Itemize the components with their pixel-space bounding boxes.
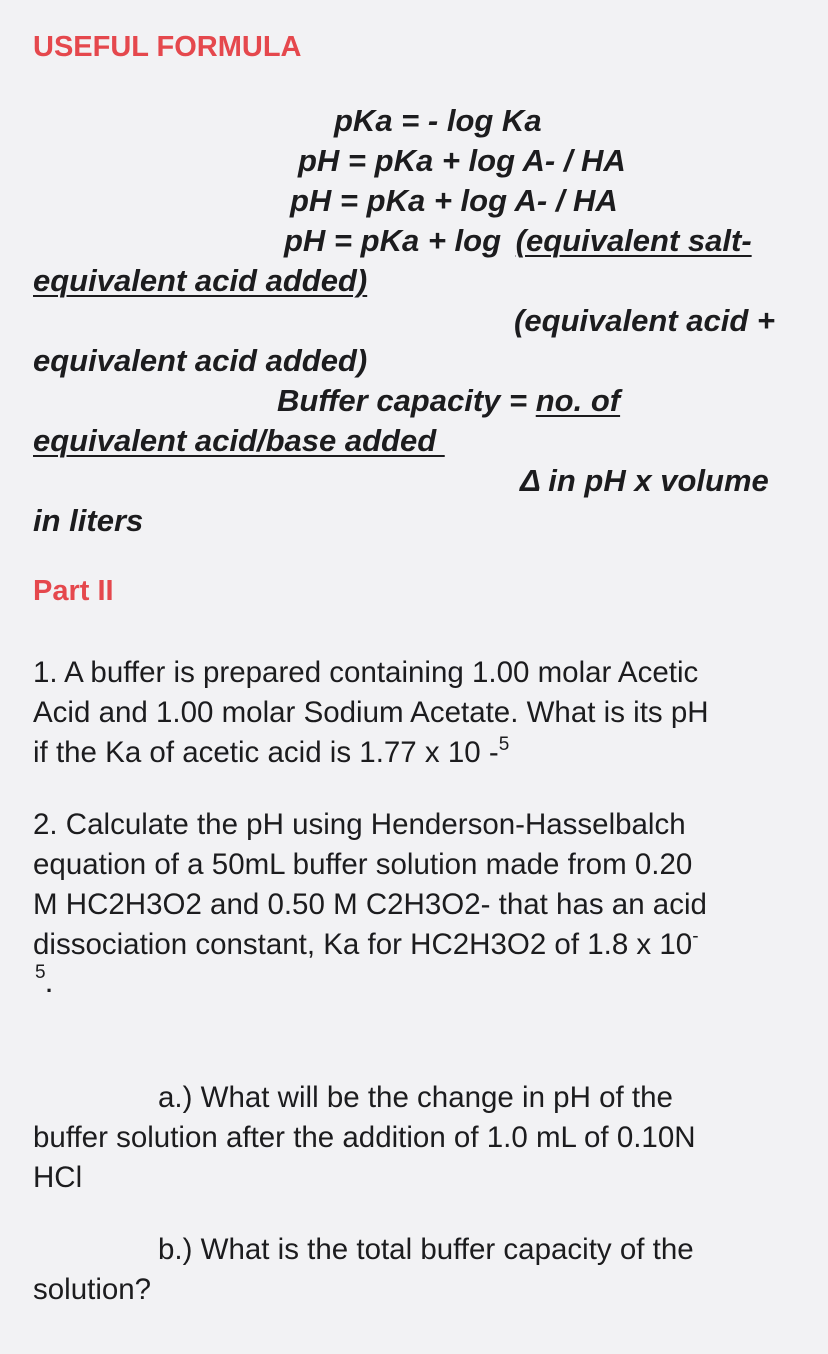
pka-formula: pKa = - log Ka [334, 103, 542, 138]
q2-exponent-value: 5 [35, 962, 46, 983]
q1-line2: Acid and 1.00 molar Sodium Acetate. What is its pH [33, 696, 709, 729]
q1-exponent: 5 [498, 734, 510, 755]
q1-line3 [33, 736, 509, 770]
buffer-ph-numerator-part2: equivalent acid added) [33, 263, 368, 298]
q2-line4-text: dissociation constant, Ka for HC2H3O2 of 1.8 x 10 [33, 928, 693, 961]
qa-line2: buffer solution after the addition of 1.0 mL of 0.10N [33, 1121, 696, 1154]
buffer-capacity-formula [277, 383, 620, 419]
buffer-capacity-denominator-part1: Δ in pH x volume [520, 463, 769, 498]
henderson-hasselbalch-formula-1: pH = pKa + log A- / HA [298, 143, 626, 178]
buffer-capacity-denominator-part2: in liters [33, 503, 144, 538]
buffer-ph-prefix: pH = pKa + log [284, 223, 510, 258]
buffer-capacity-numerator-part1: no. of [535, 383, 621, 418]
henderson-hasselbalch-formula-2: pH = pKa + log A- / HA [290, 183, 618, 218]
q2-line2: equation of a 50mL buffer solution made from 0.20 [33, 848, 693, 881]
buffer-ph-denominator-part2: equivalent acid added) [33, 343, 368, 378]
q1-line1: 1. A buffer is prepared containing 1.00 molar Acetic [33, 656, 699, 689]
q2-line4 [33, 928, 699, 962]
buffer-ph-numerator-part1: (equivalent salt- [515, 223, 752, 258]
qa-line1: a.) What will be the change in pH of the [158, 1081, 673, 1114]
q2-period: . [46, 972, 53, 997]
q2-exponent-sign: - [692, 926, 699, 947]
qa-line3: HCl [33, 1161, 83, 1194]
qb-line2: solution? [33, 1273, 152, 1306]
buffer-capacity-numerator-part2: equivalent acid/base added [33, 423, 445, 458]
buffer-ph-denominator-part1: (equivalent acid + [514, 303, 776, 338]
buffer-capacity-prefix: Buffer capacity = [277, 383, 536, 418]
q2-line3: M HC2H3O2 and 0.50 M C2H3O2- that has an acid [33, 888, 707, 921]
q1-line3-text: if the Ka of acetic acid is 1.77 x 10 - [33, 736, 499, 769]
formula-heading: USEFUL FORMULA [33, 31, 302, 63]
q2-line1: 2. Calculate the pH using Henderson-Hasselbalch [33, 808, 686, 841]
part2-heading: Part II [33, 575, 114, 607]
buffer-ph-formula [284, 223, 752, 259]
qb-line1: b.) What is the total buffer capacity of the [158, 1233, 694, 1266]
